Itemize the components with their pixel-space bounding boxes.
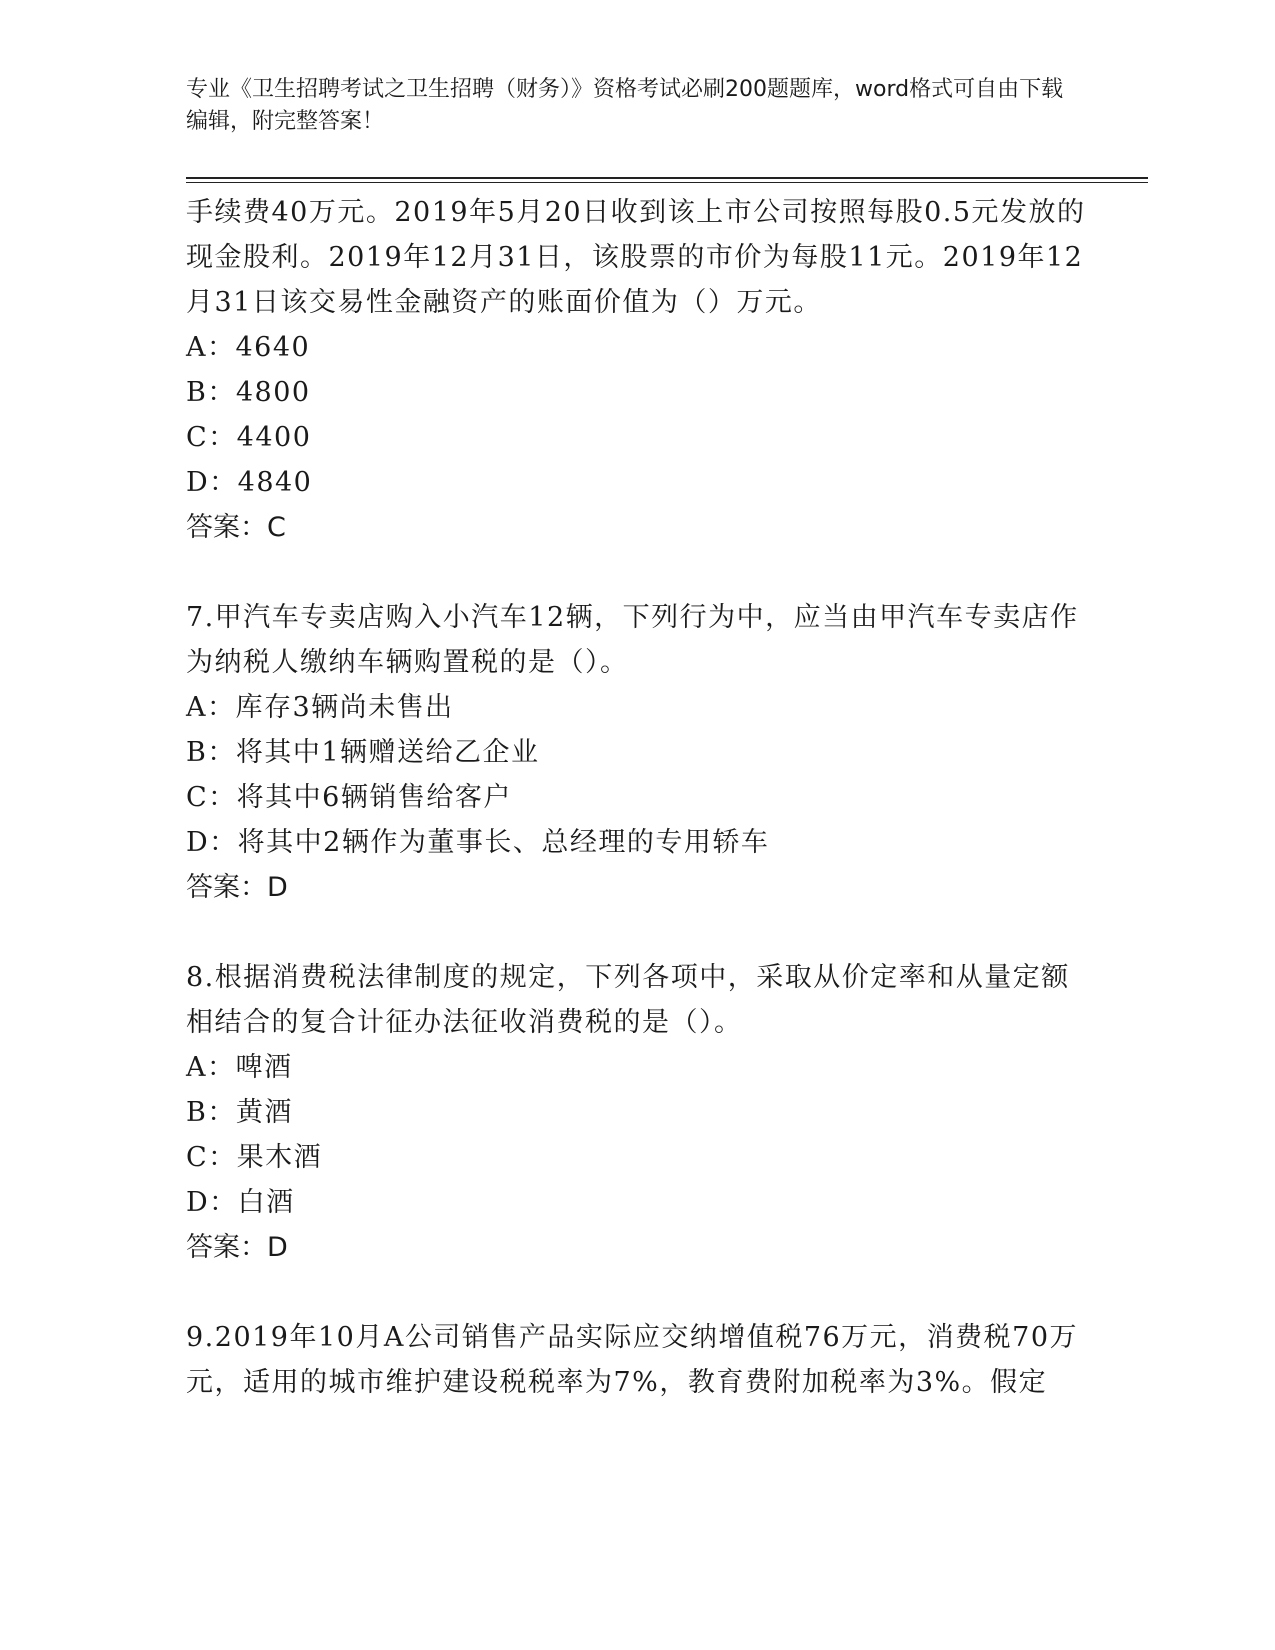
option-c: C：果木酒 [186,1142,323,1173]
answer: 答案：D [186,872,288,903]
question-stem: 手续费40万元。2019年5月20日收到该上市公司按照每股0.5元发放的现金股利。2019年12月31日，该股票的市价为每股11元。2019年12月31日该交易性金融资产的账面价值为（）万元。 [186,197,1086,318]
option-b: B：黄酒 [186,1097,293,1128]
option-a: A：4640 [186,332,311,363]
option-b: B：4800 [186,377,311,408]
option-d: D：4840 [186,467,313,498]
answer: 答案：C [186,512,286,543]
option-a: A：啤酒 [186,1052,293,1083]
option-d: D：白酒 [186,1187,295,1218]
option-b: B：将其中1辆赠送给乙企业 [186,737,540,768]
question-stem: 9.2019年10月A公司销售产品实际应交纳增值税76万元，消费税70万元，适用的城市维护建设税税率为7%，教育费附加税率为3%。假定 [186,1322,1079,1398]
answer: 答案：D [186,1232,288,1263]
header-divider-thick [186,177,1148,179]
option-c: C：4400 [186,422,312,453]
option-d: D：将其中2辆作为董事长、总经理的专用轿车 [186,827,770,858]
document-header: 专业《卫生招聘考试之卫生招聘（财务）》资格考试必刷200题题库，word格式可自由下载编辑，附完整答案！ [186,77,1064,134]
header-divider-thin [186,182,1148,183]
question-stem: 8.根据消费税法律制度的规定，下列各项中，采取从价定率和从量定额相结合的复合计征办法征收消费税的是（）。 [186,962,1070,1038]
question-stem: 7.甲汽车专卖店购入小汽车12辆，下列行为中，应当由甲汽车专卖店作为纳税人缴纳车辆购置税的是（）。 [186,602,1079,678]
question-body [186,190,1086,1405]
option-a: A：库存3辆尚未售出 [186,692,454,723]
option-c: C：将其中6辆销售给客户 [186,782,512,813]
